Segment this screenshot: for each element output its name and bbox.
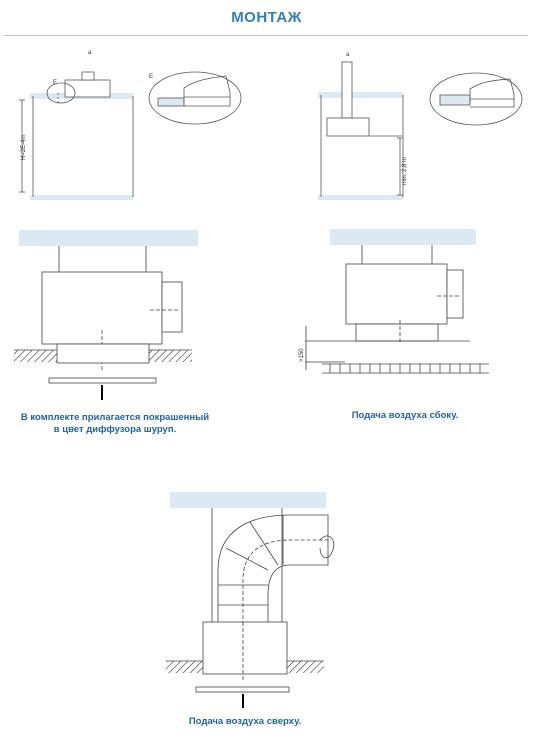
page-title: МОНТАЖ — [231, 9, 302, 26]
raised-floor-slats — [330, 364, 480, 373]
figure-side-supply-floor — [305, 229, 489, 373]
figure1-height-dimension: H=2E-4m — [21, 134, 27, 160]
caption-kit-line2: в цвет диффузора шуруп. — [53, 424, 177, 435]
caption-kit-screw — [0, 412, 230, 436]
caption-top-supply: Подача воздуха сверху. — [188, 716, 302, 727]
figure1-e-label: E — [53, 80, 58, 86]
caption-side-supply: Подача воздуха сбоку. — [351, 410, 459, 421]
detail-ellipse-1 — [149, 72, 241, 124]
figure2-min-height-dimension: min. 2,8 m — [402, 156, 408, 185]
figure-top-supply-elbow — [166, 492, 334, 708]
figure1-detail-e-label: E — [149, 74, 154, 80]
figure4-clearance-dimension: >150 — [299, 348, 305, 362]
figure2-top-label: a — [346, 52, 350, 58]
figure-room-duct — [318, 62, 403, 200]
caption-kit-line1: В комплекте прилагается покрашенный — [20, 412, 210, 423]
figure1-top-label: a — [88, 50, 92, 56]
figure-room-ceiling-mount — [19, 72, 133, 200]
detail-ellipse-2 — [430, 73, 522, 125]
figure-side-supply-diffuser — [14, 230, 198, 400]
